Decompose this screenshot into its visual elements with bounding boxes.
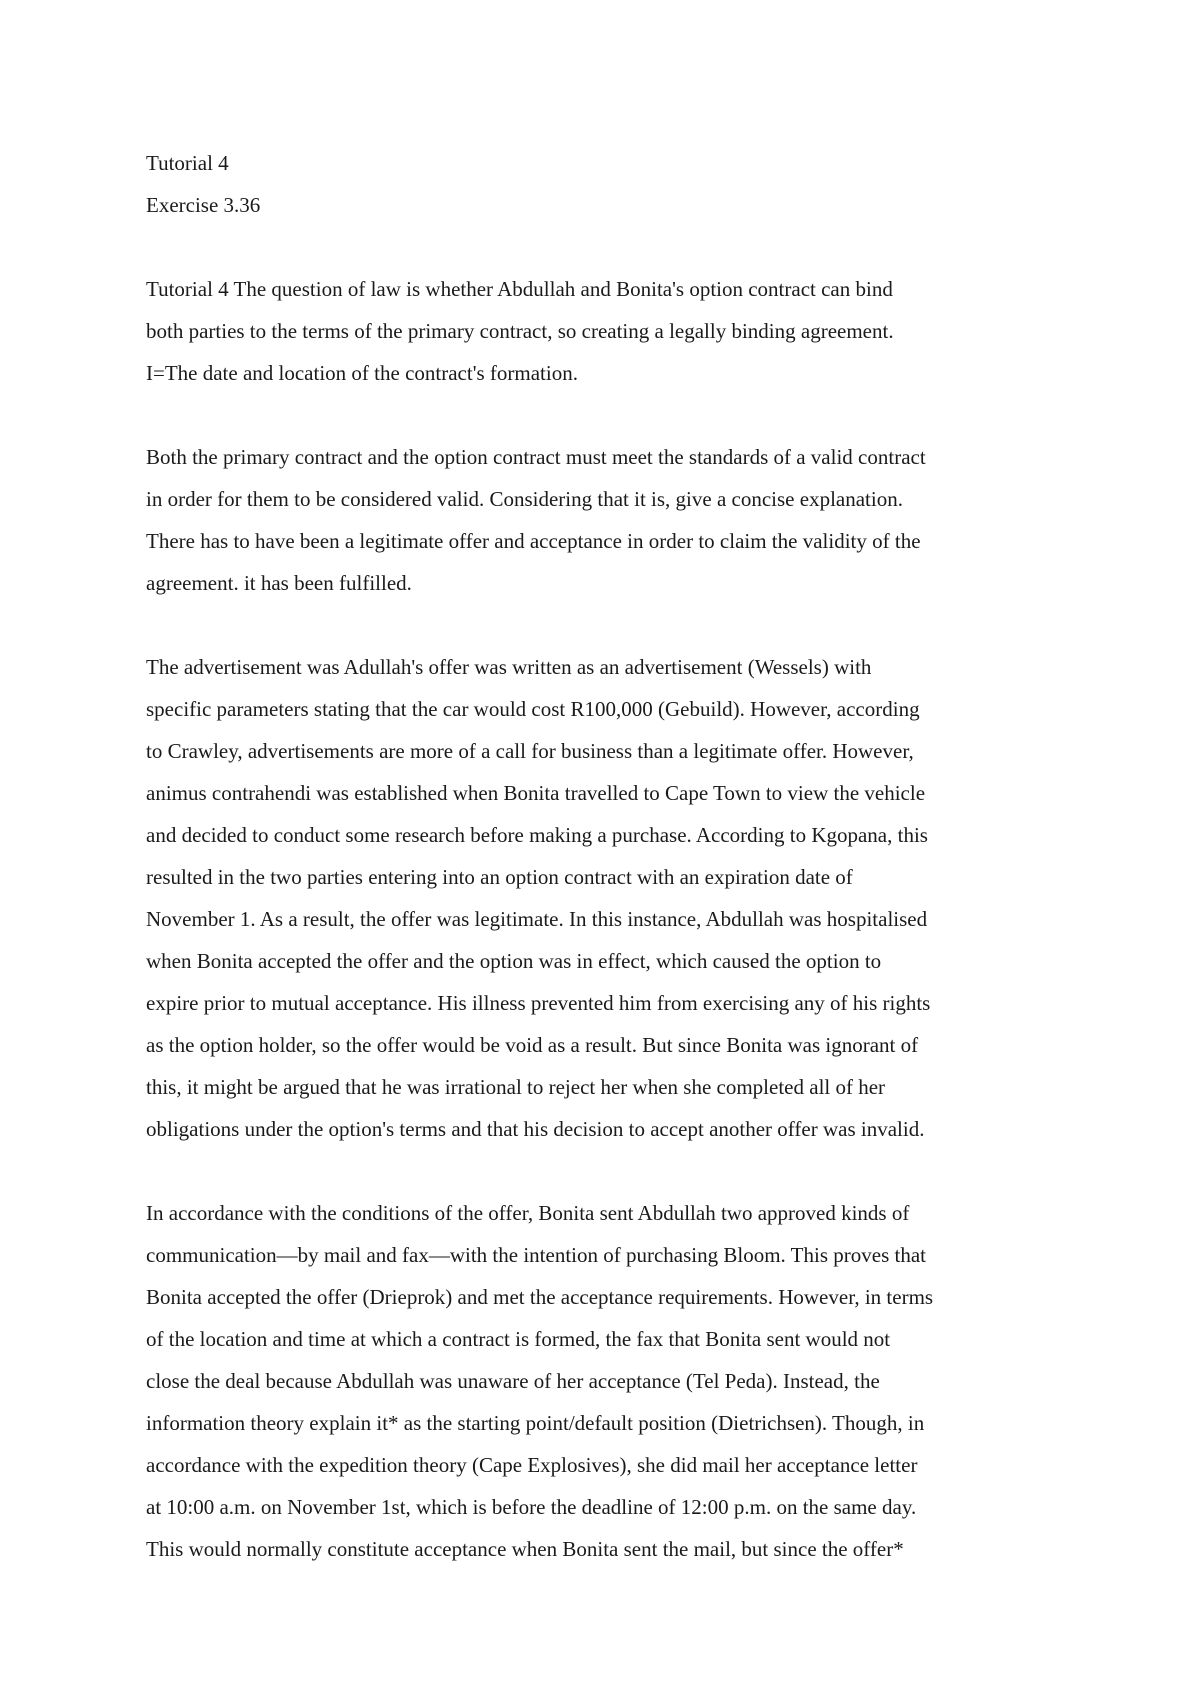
- paragraph-line: accordance with the expedition theory (Cape Explosives), she did mail her acceptance letter: [146, 1453, 918, 1477]
- paragraph-line: at 10:00 a.m. on November 1st, which is before the deadline of 12:00 p.m. on the same day.: [146, 1495, 917, 1519]
- paragraph-validity: [146, 436, 1076, 604]
- paragraph-line: this, it might be argued that he was irrational to reject her when she completed all of her: [146, 1075, 886, 1099]
- paragraph-line: specific parameters stating that the car would cost R100,000 (Gebuild). However, according: [146, 697, 920, 721]
- document-body: [146, 142, 1076, 1570]
- paragraph-line: as the option holder, so the offer would be void as a result. But since Bonita was ignorant of: [146, 1033, 919, 1057]
- paragraph-acceptance: [146, 1192, 1076, 1570]
- paragraph-line: information theory explain it* as the starting point/default position (Dietrichsen). Though, in: [146, 1411, 925, 1435]
- paragraph-line: The advertisement was Adullah's offer was written as an advertisement (Wessels) with: [146, 655, 872, 679]
- paragraph-line: animus contrahendi was established when Bonita travelled to Cape Town to view the vehicle: [146, 781, 926, 805]
- paragraph-line: to Crawley, advertisements are more of a call for business than a legitimate offer. However,: [146, 739, 914, 763]
- paragraph-question-of-law: [146, 268, 1076, 394]
- document-heading: [146, 142, 1076, 226]
- paragraph-line: Bonita accepted the offer (Drieprok) and met the acceptance requirements. However, in terms: [146, 1285, 934, 1309]
- paragraph-line: There has to have been a legitimate offer and acceptance in order to claim the validity of the: [146, 529, 921, 553]
- paragraph-line: both parties to the terms of the primary contract, so creating a legally binding agreement.: [146, 319, 894, 343]
- paragraph-line: agreement. it has been fulfilled.: [146, 571, 412, 595]
- paragraph-line: This would normally constitute acceptance when Bonita sent the mail, but since the offer*: [146, 1537, 904, 1561]
- paragraph-line: expire prior to mutual acceptance. His illness prevented him from exercising any of his rights: [146, 991, 931, 1015]
- document-title: Tutorial 4: [146, 151, 229, 175]
- paragraph-line: resulted in the two parties entering into an option contract with an expiration date of: [146, 865, 853, 889]
- paragraph-line: of the location and time at which a contract is formed, the fax that Bonita sent would not: [146, 1327, 891, 1351]
- document-subtitle: Exercise 3.36: [146, 193, 261, 217]
- paragraph-line: Tutorial 4 The question of law is whether Abdullah and Bonita's option contract can bind: [146, 277, 893, 301]
- paragraph-line: I=The date and location of the contract's formation.: [146, 361, 578, 385]
- paragraph-line: November 1. As a result, the offer was legitimate. In this instance, Abdullah was hospitalised: [146, 907, 928, 931]
- paragraph-advertisement: [146, 646, 1076, 1150]
- paragraph-line: communication—by mail and fax—with the intention of purchasing Bloom. This proves that: [146, 1243, 926, 1267]
- paragraph-line: in order for them to be considered valid. Considering that it is, give a concise explanation.: [146, 487, 903, 511]
- paragraph-line: and decided to conduct some research before making a purchase. According to Kgopana, this: [146, 823, 928, 847]
- paragraph-line: Both the primary contract and the option contract must meet the standards of a valid contract: [146, 445, 926, 469]
- paragraph-line: In accordance with the conditions of the offer, Bonita sent Abdullah two approved kinds of: [146, 1201, 910, 1225]
- paragraph-line: when Bonita accepted the offer and the option was in effect, which caused the option to: [146, 949, 882, 973]
- paragraph-line: close the deal because Abdullah was unaware of her acceptance (Tel Peda). Instead, the: [146, 1369, 880, 1393]
- paragraph-line: obligations under the option's terms and that his decision to accept another offer was invalid.: [146, 1117, 925, 1141]
